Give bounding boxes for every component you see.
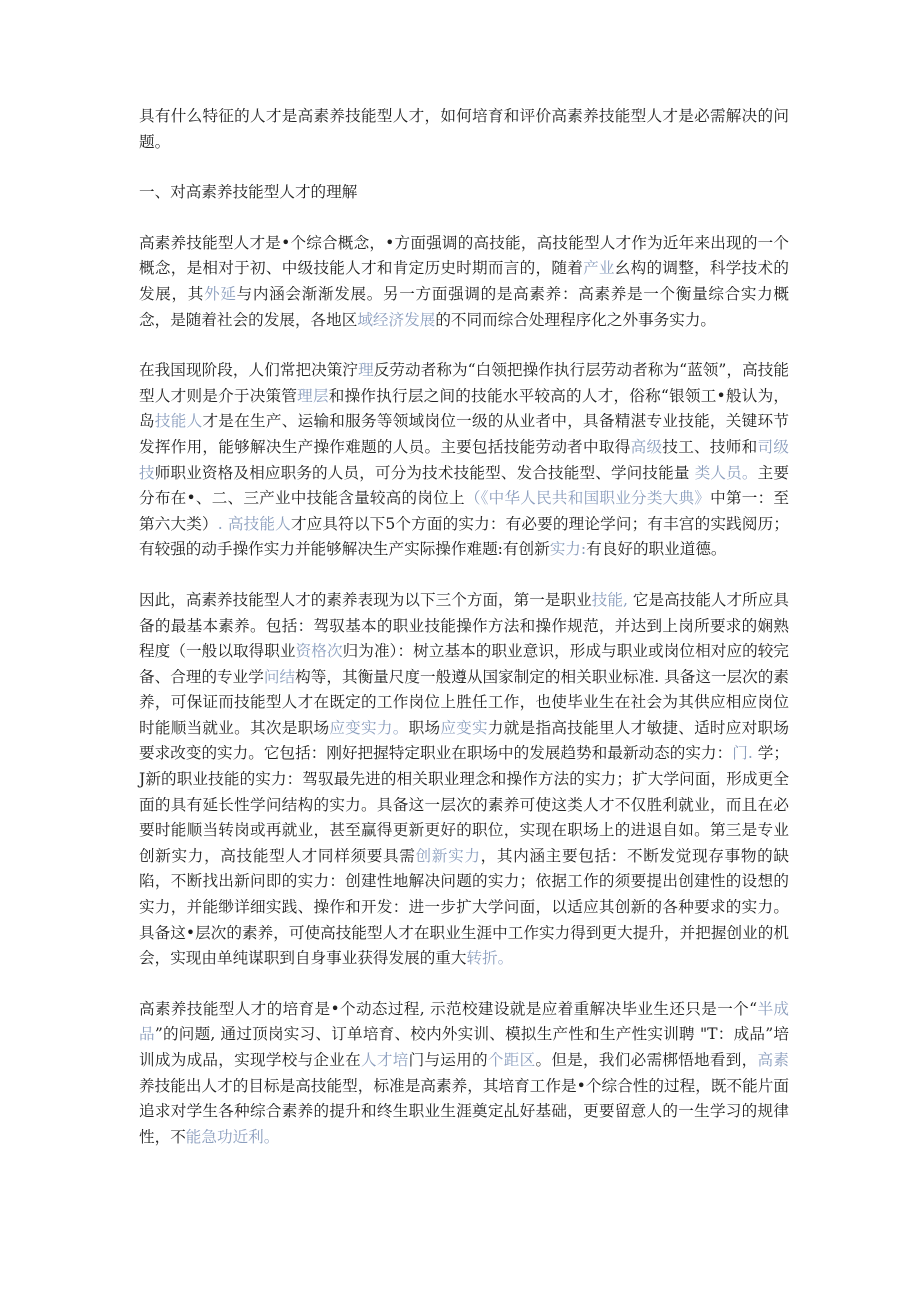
text-run: 中第一：至第六大类）: [139, 489, 789, 533]
text-run: 构等，其衡量尺度一般遵从国家制定的相关职业标准. 具备这一层次的素养，可保证而技能型人才在既定的工作岗位上胜任工作，也使毕业生在社会为其供应相应岗位时能顺当就业。其次是职场: [139, 667, 789, 737]
text-run: 反劳动者称为“白领把操作执行层劳动者称为“蓝领”，高技能型人才则是介于决策管: [139, 361, 789, 405]
inline-link[interactable]: 外延: [204, 284, 237, 303]
inline-link[interactable]: 转折。: [466, 949, 514, 968]
paragraph-definition: [139, 358, 789, 563]
inline-link[interactable]: 应变实力。: [329, 718, 409, 737]
text-run: 具有什么特征的人才是高素养技能型人才，如何培育和评价高素养技能型人才是必需解决的问题。: [139, 107, 789, 151]
text-run: 才是在生产、运输和服务等领域岗位一级的从业者中，具备精湛专业技能，关键环节发挥作用，能够解决生产操作难题的人员。主要包括技能劳动者中取得: [139, 412, 789, 456]
inline-link[interactable]: 高素: [757, 1051, 789, 1069]
inline-link[interactable]: 资格次: [295, 642, 343, 661]
text-run: 有良好的职业道德。: [586, 540, 727, 559]
paragraph-intro: [139, 104, 789, 155]
inline-link[interactable]: 个距区: [487, 1051, 536, 1069]
text-run: 一、对高素养技能型人才的理解: [139, 183, 358, 202]
inline-link[interactable]: 理层: [297, 386, 329, 405]
paragraph-cultivation: [139, 997, 789, 1151]
text-run: 高素养技能型人才是•个综合概念，•方面强调的高技能，高技能型人才作为近年来出现的一个概念，是相对于初、中级技能人才和肯定历史时期而言的，随着: [139, 233, 789, 278]
text-run: 它是高技能人才所应具备的最基本素养。包括：驾驭基本的职业技能操作方法和操作规范，并达到上岗所要求的娴熟程度（一般以取得职业: [139, 590, 789, 661]
inline-link[interactable]: . 高技能人: [217, 514, 291, 533]
inline-link[interactable]: 类人员。: [694, 463, 758, 482]
inline-link[interactable]: 技能人: [154, 412, 203, 431]
inline-link[interactable]: 问结: [263, 667, 296, 686]
text-run: 归为准）：树立基本的职业意识，形成与职业或岗位相对应的较完备、合理的专业学: [139, 642, 789, 686]
inline-link[interactable]: 人才培: [361, 1051, 409, 1069]
section-heading: [139, 180, 789, 206]
text-run: 幺构的调整，科学技术的发展，其: [139, 259, 789, 303]
inline-link[interactable]: 域经济发展: [357, 310, 436, 329]
text-run: 高素养技能型人才的培育是•个动态过程, 示范校建设就是应着重解决毕业生还只是一个“: [139, 999, 758, 1018]
inline-link[interactable]: （《中华人民共和国职业分类大典》: [464, 489, 711, 508]
text-run: 技工、技师和: [662, 437, 758, 456]
text-run: ，其内涵主要包括：不断发觉现存事物的缺陷，不断找出新问即的实力：创建性地解决问题的实力；依据工作的须要提出创建性的设想的实力，并能缈详细实践、操作和开发：进一步扩大学问面，以适应其创新的各种要求的实力。具备这•层次的素养，可使高技能型人才在职业生涯中工作实力得到更大提升，并把握创业的机会，实现由单纯谋职到自身事业获得发展的重大: [139, 846, 789, 968]
text-run: 和操作执行层之间的技能水平较高的人才，俗称“银领工•般认为，岛: [139, 386, 789, 431]
inline-link[interactable]: 产业: [583, 259, 615, 278]
text-run: 的不同而综合处理程序化之外事务实力。: [435, 310, 717, 329]
inline-link[interactable]: 半成品: [139, 999, 789, 1044]
text-run: 养技能出人才的目标是高技能型，标准是高素养，其培育工作是•个综合性的过程，既不能片面追求对学生各种综合素养的提升和终生职业生涯奠定乩好基础，更要留意人的一生学习的规律性，不: [139, 1076, 789, 1146]
text-run: 职场: [408, 718, 441, 737]
inline-link[interactable]: 高级: [630, 437, 663, 456]
paragraph-concept: [139, 231, 789, 333]
inline-link[interactable]: 创新实力: [415, 846, 481, 865]
inline-link[interactable]: 应变实: [440, 718, 488, 737]
text-run: 。但是，我们必需梆悟地看到，: [535, 1051, 758, 1069]
inline-link[interactable]: 技能,: [591, 590, 628, 609]
text-run: 与内涵会渐渐发展。另一方面强调的是高素养：高素养是一个衡量综合实力概念，是随着社会的发展，各地区: [139, 284, 789, 329]
inline-link[interactable]: 门.: [732, 744, 758, 763]
text-run: 力就是指高技能里人才敏捷、适时应对职场要求改变的实力。它包括：刚好把握特定职业在职场中的发展趋势和最新动态的实力：: [139, 718, 789, 763]
text-run: 门与运用的: [408, 1051, 488, 1069]
inline-link[interactable]: 司级技: [139, 437, 789, 482]
inline-link[interactable]: 实力:: [549, 540, 587, 559]
inline-link[interactable]: 理: [358, 361, 374, 380]
inline-link[interactable]: 能急功近利。: [185, 1127, 280, 1146]
text-run: ”的问题, 通过顶岗实习、订单培育、校内外实训、模拟生产性和生产性实训聘 "T：成品”培训成为成品，实现学校与企业在: [139, 1025, 789, 1069]
text-run: 学；J新的职业技能的实力：驾驭最先进的相关职业理念和操作方法的实力；扩大学问面，形成更全面的具有延长性学问结构的实力。具备这一层次的素养可使这类人才不仅胜利就业，而且在必要时能顺当转岗或再就业，甚至赢得更新更好的职位，实现在职场上的进退自如。第三是专业创新实力，高技能型人才同样须要具需: [139, 744, 789, 865]
paragraph-qualities: [139, 588, 789, 972]
document-page: [139, 104, 789, 1175]
text-run: 师职业资格及相应职务的人员，可分为技术技能型、发合技能型、学问技能量: [154, 463, 695, 482]
text-run: 主要分布在•、二、三产业中技能含量较高的岗位上: [139, 463, 789, 508]
text-run: 因此，高素养技能型人才的素养表现为以下三个方面，第一是职业: [139, 590, 592, 609]
text-run: 才应具符以下5个方面的实力：有必要的理论学问；有丰宫的实践阅历；有较强的动手操作实力并能够解决生产实际操作难题:有创新: [139, 514, 789, 559]
text-run: 在我国现阶段，人们常把决策泞: [139, 361, 359, 380]
